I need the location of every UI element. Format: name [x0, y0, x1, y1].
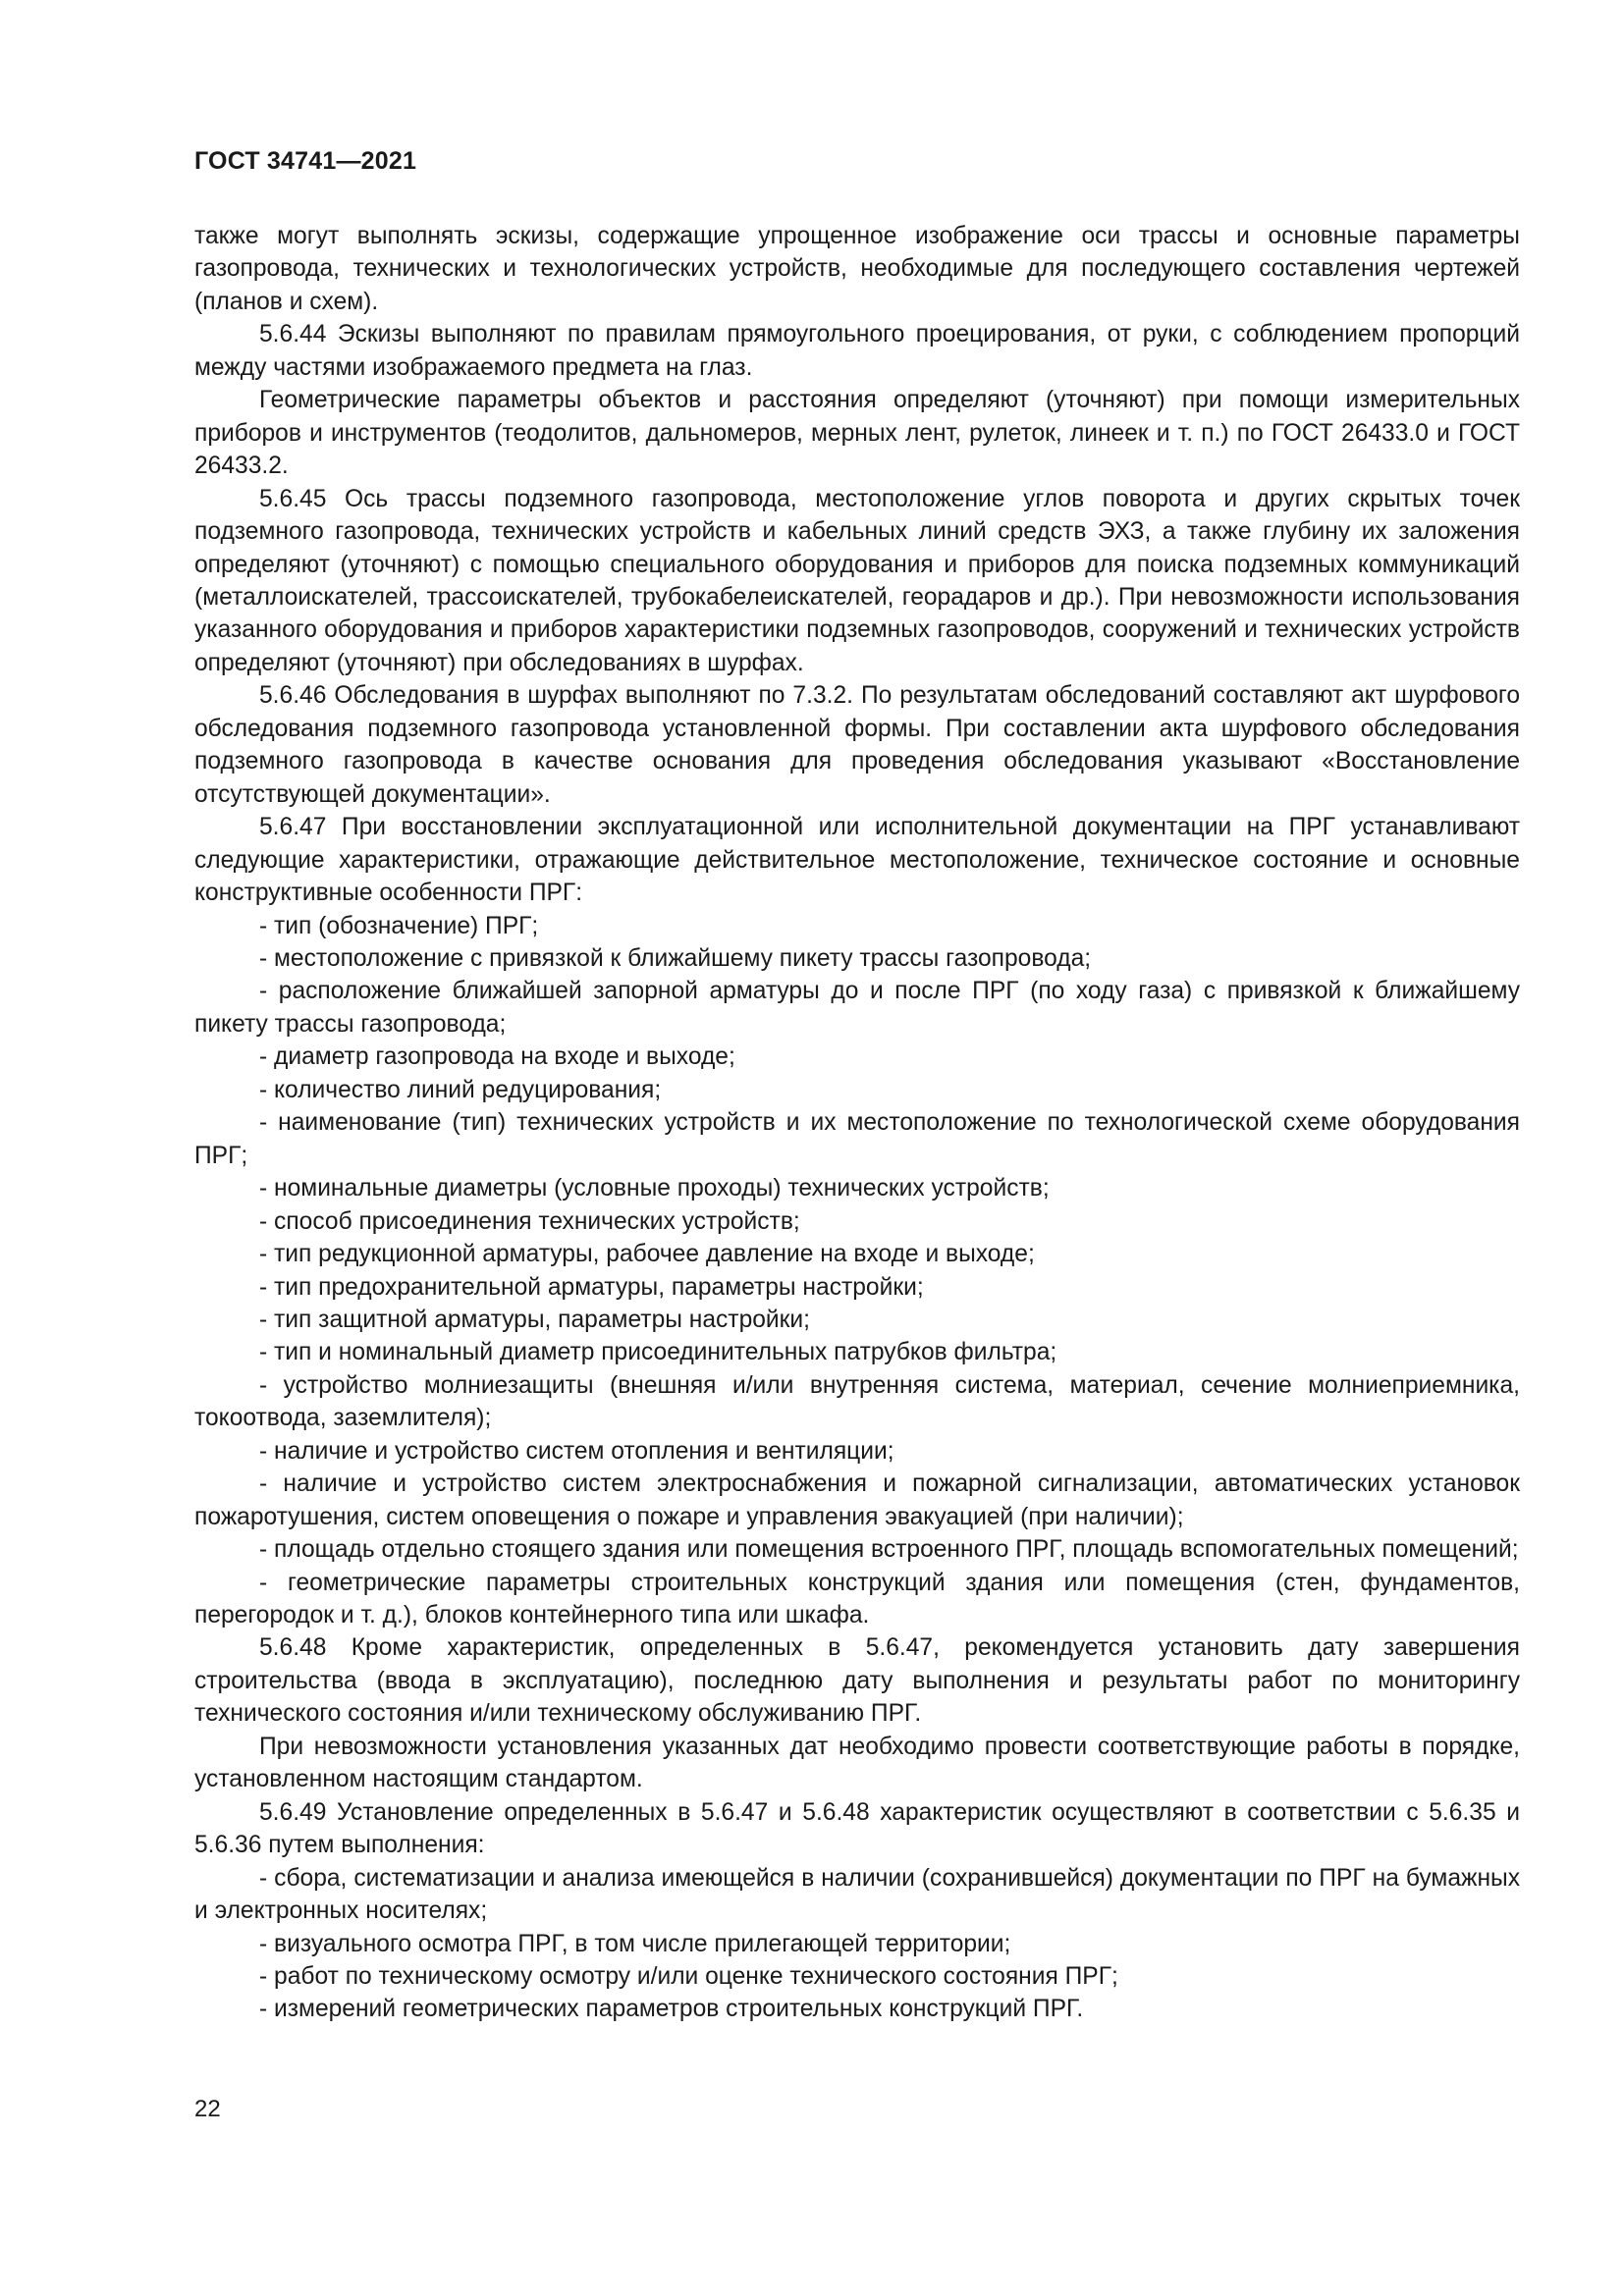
list-item: - тип редукционной арматуры, рабочее давление на входе и выходе; [259, 1241, 1035, 1268]
list-item: - визуального осмотра ПРГ, в том числе прилегающей территории; [259, 1930, 1011, 1957]
list-item: - наименование (тип) технических устройств и их местоположение по технологической схеме оборудования ПРГ; [194, 1109, 1520, 1169]
document-body [194, 220, 1520, 2026]
list-item: - наличие и устройство систем отопления и вентиляции; [259, 1437, 894, 1465]
list-item: - работ по техническому осмотру и/или оценке технического состояния ПРГ; [259, 1963, 1118, 1991]
list-item: - местоположение с привязкой к ближайшему пикету трассы газопровода; [259, 944, 1092, 972]
clause-5-6-49: 5.6.49 Установление определенных в 5.6.47 и 5.6.48 характеристик осуществляют в соответствии с 5.6.35 и 5.6.36 путем выполнения: [194, 1798, 1520, 1859]
clause-5-6-45: 5.6.45 Ось трассы подземного газопровода, местоположение углов поворота и других скрытых точек подземного газопровода, технических устройств и кабельных линий средств ЭХЗ, а также глубину их заложения определяют (уточняют) с помощью специального оборудования и приборов для поиска подземных коммуникаций (металлоискателей, трассоискателей, трубокабелеискателей, георадаров и др.). При невозможности использования указанного оборудования и приборов характеристики подземных газопроводов, сооружений и технических устройств определяют (уточняют) при обследованиях в шурфах. [194, 485, 1520, 676]
clause-5-6-48: 5.6.48 Кроме характеристик, определенных в 5.6.47, рекомендуется установить дату завершения строительства (ввода в эксплуатацию), последнюю дату выполнения и результаты работ по мониторингу технического состояния и/или техническому обслуживанию ПРГ. [194, 1634, 1520, 1728]
list-item: - диаметр газопровода на входе и выходе; [259, 1043, 735, 1071]
clause-5-6-46: 5.6.46 Обследования в шурфах выполняют по 7.3.2. По результатам обследований составляют акт шурфового обследования подземного газопровода установленной формы. При составлении акта шурфового обследования подземного газопровода в качестве основания для проведения обследования указывают «Восстановление отсутствующей документации». [194, 682, 1520, 808]
list-item: - сбора, систематизации и анализа имеющейся в наличии (сохранившейся) документации по ПРГ на бумажных и электронных носителях; [194, 1864, 1520, 1925]
list-item: - площадь отдельно стоящего здания или помещения встроенного ПРГ, площадь вспомогательных помещений; [259, 1536, 1519, 1564]
list-item: - наличие и устройство систем электроснабжения и пожарной сигнализации, автоматических установок пожаротушения, систем оповещения о пожаре и управления эвакуацией (при наличии); [194, 1470, 1520, 1530]
list-item: - способ присоединения технических устройств; [259, 1207, 800, 1235]
paragraph-continuation: также могут выполнять эскизы, содержащие упрощенное изображение оси трассы и основные параметры газопровода, технических и технологических устройств, необходимые для последующего составления чертежей (планов и схем). [194, 223, 1520, 315]
clause-5-6-47: 5.6.47 При восстановлении эксплуатационной или исполнительной документации на ПРГ устанавливают следующие характеристики, отражающие действительное местоположение, техническое состояние и основные конструктивные особенности ПРГ: [194, 814, 1520, 907]
list-item: - тип защитной арматуры, параметры настройки; [259, 1306, 810, 1333]
paragraph-geometric-parameters: Геометрические параметры объектов и расстояния определяют (уточняют) при помощи измерительных приборов и инструментов (теодолитов, дальномеров, мерных лент, рулеток, линеек и т. п.) по ГОСТ 26433.0 и ГОСТ 26433.2. [194, 387, 1520, 480]
list-item: - тип и номинальный диаметр присоединительных патрубков фильтра; [259, 1339, 1057, 1366]
list-item: - измерений геометрических параметров строительных конструкций ПРГ. [259, 1996, 1084, 2023]
clause-5-6-44: 5.6.44 Эскизы выполняют по правилам прямоугольного проецирования, от руки, с соблюдением пропорций между частями изображаемого предмета на глаз. [194, 321, 1520, 381]
list-item: - тип (обозначение) ПРГ; [259, 912, 539, 939]
document-code-header: ГОСТ 34741—2021 [194, 147, 417, 175]
list-item: - номинальные диаметры (условные проходы) технических устройств; [259, 1175, 1050, 1202]
list-item: - расположение ближайшей запорной арматуры до и после ПРГ (по ходу газа) с привязкой к ближайшему пикету трассы газопровода; [194, 978, 1520, 1038]
list-item: - геометрические параметры строительных конструкций здания или помещения (стен, фундаментов, перегородок и т. д.), блоков контейнерного типа или шкафа. [194, 1569, 1520, 1629]
paragraph-dates-note: При невозможности установления указанных дат необходимо провести соответствующие работы в порядке, установленном настоящим стандартом. [194, 1733, 1520, 1793]
list-item: - количество линий редуцирования; [259, 1076, 662, 1103]
list-item: - тип предохранительной арматуры, параметры настройки; [259, 1273, 924, 1301]
page-number: 22 [194, 2096, 221, 2122]
list-item: - устройство молниезащиты (внешняя и/или внутренняя система, материал, сечение молниеприемника, токоотвода, заземлителя); [194, 1371, 1520, 1432]
